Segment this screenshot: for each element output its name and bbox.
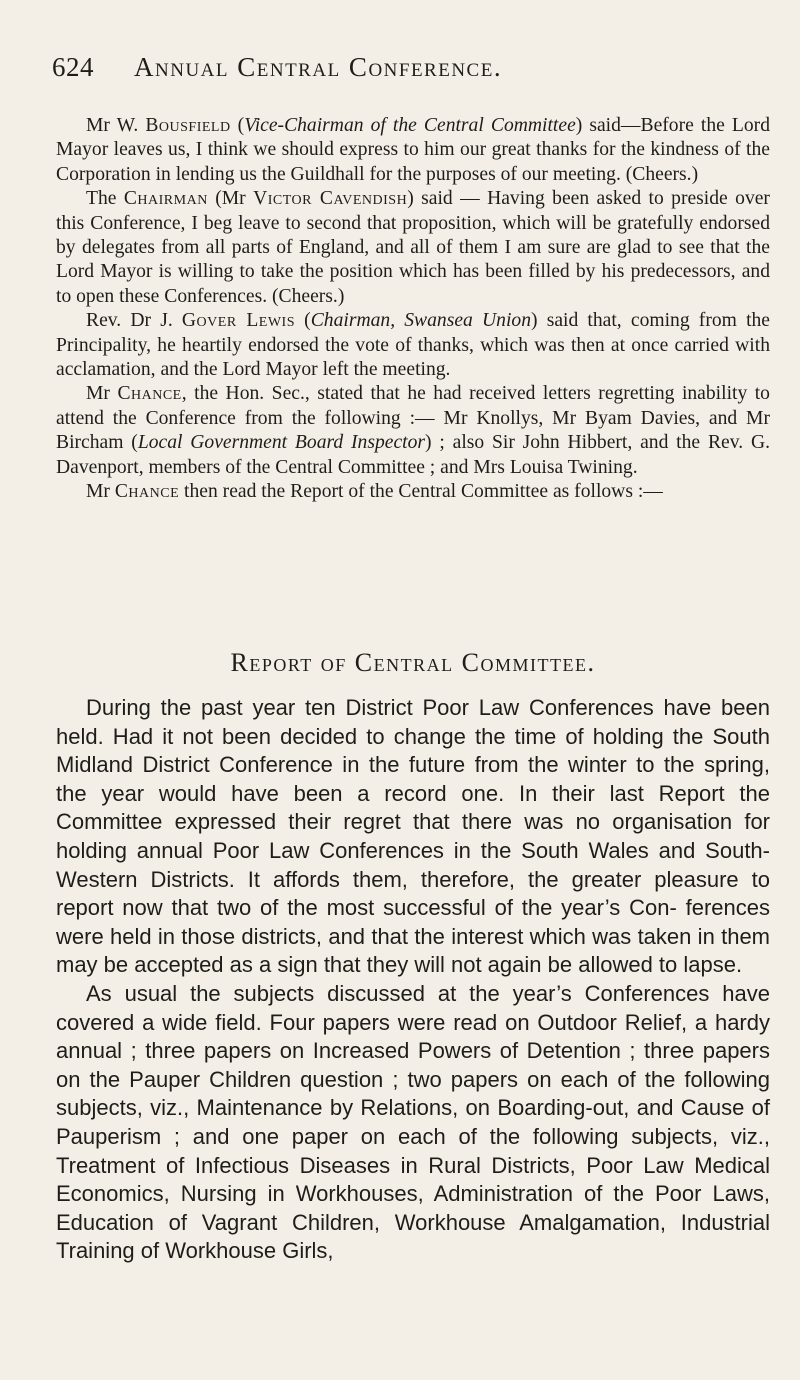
page-number: 624: [52, 52, 94, 82]
minutes-paragraph: [56, 309, 770, 382]
running-head: Annual Central Conference.: [134, 52, 503, 82]
speaker-name: Chairman: [123, 188, 208, 210]
report-title: Report of Central Committee.: [230, 648, 596, 677]
paragraph-text: Mr: [86, 383, 118, 405]
paragraph-text: (Mr: [207, 188, 254, 210]
paragraph-text: (: [295, 310, 311, 332]
paragraph-text: ) said that, coming from the Principality, he heartily endorsed the vote of thanks, which was then at once carried with acclamation, and the Lord Mayor left the meeting.: [56, 310, 771, 381]
report-paragraph: During the past year ten District Poor Law Conferences have been held. Had it not been decided to change the time of holding the South Midland District Conference in the future from the winter to the spring, the year would have been a record one. In their last Report the Committee expressed their regret that there was no organisation for holding annual Poor Law Conferences in the South Wales and South-Western Districts. It affords them, therefore, the greater pleasure to report now that two of the most successful of the year’s Con- ferences were held in those districts, and that the interest which was taken in them may be accepted as a sign that they will not again be allowed to lapse.: [56, 695, 770, 978]
report-body: [56, 694, 770, 1266]
paragraph-text: ) said—Before the Lord Mayor leaves us, I think we should express to him our great thanks for the kindness of the Corporation in lending us the Guildhall for the purposes of our meeting. (Cheers.): [56, 115, 770, 185]
italic-text: Chairman, Swansea Union: [310, 310, 531, 332]
minutes-paragraph: [56, 382, 770, 480]
paragraph-text: Mr W.: [86, 115, 146, 136]
paragraph-text: ) ; also Sir John Hibbert, and the Rev. G. Davenport, members of the Central Committee ; and Mrs Louisa Twining.: [56, 432, 770, 478]
speaker-name: Chance: [117, 383, 182, 405]
speaker-name: Victor Cavendish: [253, 188, 408, 210]
paragraph-text: then read the Report of the Central Committee as follows :—: [179, 481, 663, 503]
minutes-paragraph: [56, 480, 770, 504]
paragraph-text: The: [86, 188, 124, 210]
speaker-name: Gover Lewis: [181, 310, 296, 332]
paragraph-text: , the Hon. Sec., stated that he had received letters regretting inability to attend the Conference from the following :— Mr Knollys, Mr Byam Davies, and Mr Bircham (: [56, 383, 770, 454]
paragraph-text: (: [230, 115, 245, 136]
paragraph-text: Mr: [86, 481, 115, 503]
italic-text: Vice-Chairman of the Central Committee: [244, 115, 576, 136]
paragraph-text: ) said — Having been asked to preside over this Conference, I beg leave to second that proposition, which will be gratefully endorsed by delegates from all parts of England, and all of them I am sure are glad to see that the Lord Mayor is willing to take the position which has been filled by his predecessors, and to open these Conferences. (Cheers.): [56, 188, 770, 307]
paragraph-text: Rev. Dr J.: [86, 310, 182, 332]
page-header: [52, 52, 752, 92]
report-paragraph: As usual the subjects discussed at the year’s Conferences have covered a wide field. Four papers were read on Outdoor Relief, a hardy annual ; three papers on Increased Powers of Detention ; three papers on the Pauper Children question ; two papers on each of the following subjects, viz., Maintenance by Relations, on Boarding-out, and Cause of Pauperism ; and one paper on each of the following subjects, viz., Treatment of Infectious Diseases in Rural Districts, Poor Law Medical Economics, Nursing in Workhouses, Administration of the Poor Laws, Education of Vagrant Children, Workhouse Amalgamation, Industrial Training of Workhouse Girls,: [56, 980, 770, 1264]
italic-text: Local Government Board Inspector: [137, 432, 426, 454]
speaker-name: Chance: [114, 481, 180, 503]
minutes-paragraph: [56, 114, 770, 187]
speaker-name: Bousfield: [145, 115, 231, 136]
minutes-paragraph: [56, 187, 770, 309]
conference-minutes: [56, 114, 770, 505]
